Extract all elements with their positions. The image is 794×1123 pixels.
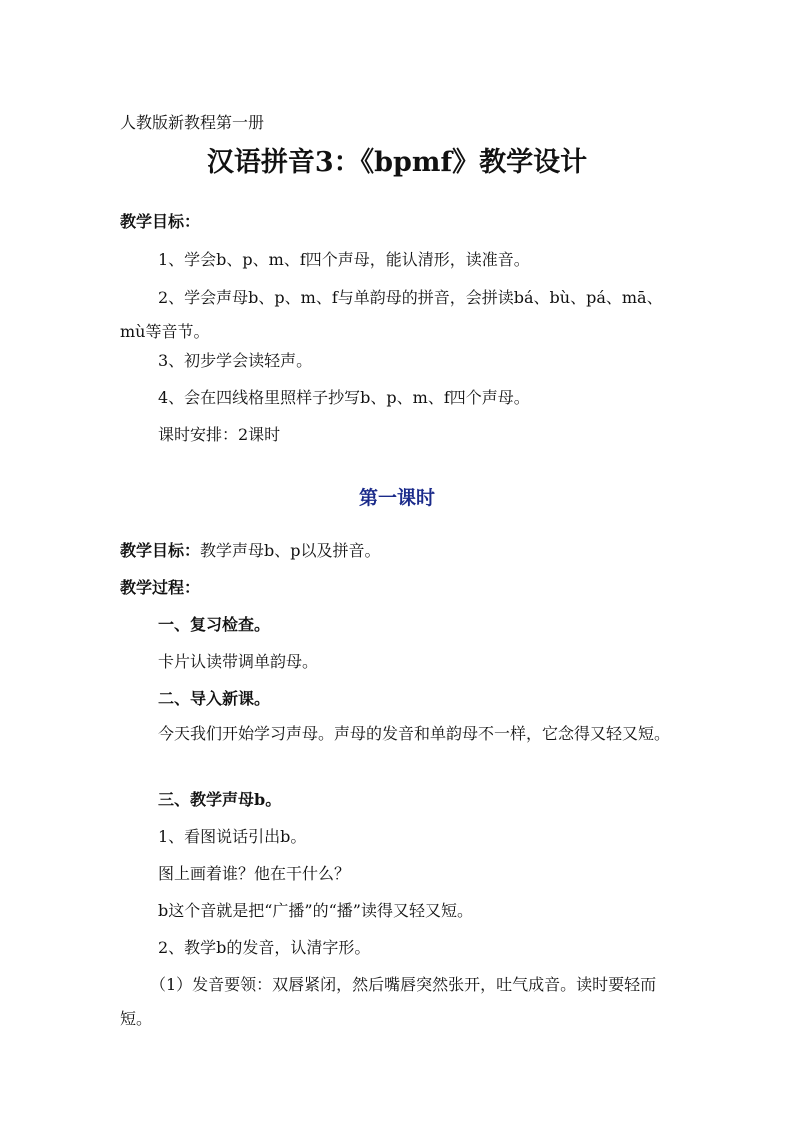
- step3-item-2: 图上画着谁？他在干什么？: [158, 864, 351, 883]
- step3-item-3: b这个音就是把“广播”的“播”读得又轻又短。: [158, 901, 473, 920]
- page-title: 汉语拼音3：《bpmf》教学设计: [206, 147, 588, 178]
- goal-item-4: 4、会在四线格里照样子抄写b、p、m、f四个声母。: [158, 388, 530, 407]
- schedule-text: 课时安排：2课时: [158, 425, 281, 444]
- edition-note: 人教版新教程第一册: [120, 113, 265, 132]
- lesson-goal: [120, 541, 680, 561]
- step3-item-1: 1、看图说话引出b。: [158, 827, 307, 846]
- section-title: 第一课时: [358, 487, 435, 509]
- step2-heading: 二、导入新课。: [158, 689, 271, 708]
- goal-item-3: 3、初步学会读轻声。: [158, 351, 313, 370]
- process-label: 教学过程：: [120, 578, 201, 597]
- goals-label: 教学目标：: [120, 212, 201, 231]
- step3-heading: 三、教学声母b。: [158, 790, 282, 809]
- lesson-goal-text: 教学声母b、p以及拼音。: [200, 541, 381, 560]
- lesson-goal-label: 教学目标：: [120, 541, 201, 560]
- step2-text: 今天我们开始学习声母。声母的发音和单韵母不一样，它念得又轻又短。: [158, 724, 671, 743]
- step3-note: （1）发音要领：双唇紧闭，然后嘴唇突然张开，吐气成音。读时要轻而短。: [120, 975, 657, 1028]
- step1-heading: 一、复习检查。: [158, 615, 271, 634]
- step1-text: 卡片认读带调单韵母。: [158, 652, 319, 671]
- goal-item-1: 1、学会b、p、m、f四个声母，能认清形，读准音。: [158, 250, 530, 269]
- goal-item-2: 2、学会声母b、p、m、f与单韵母的拼音，会拼读bá、bù、pá、mā、mù等音节。: [120, 288, 663, 341]
- step3-item-4: 2、教学b的发音，认清字形。: [158, 938, 371, 957]
